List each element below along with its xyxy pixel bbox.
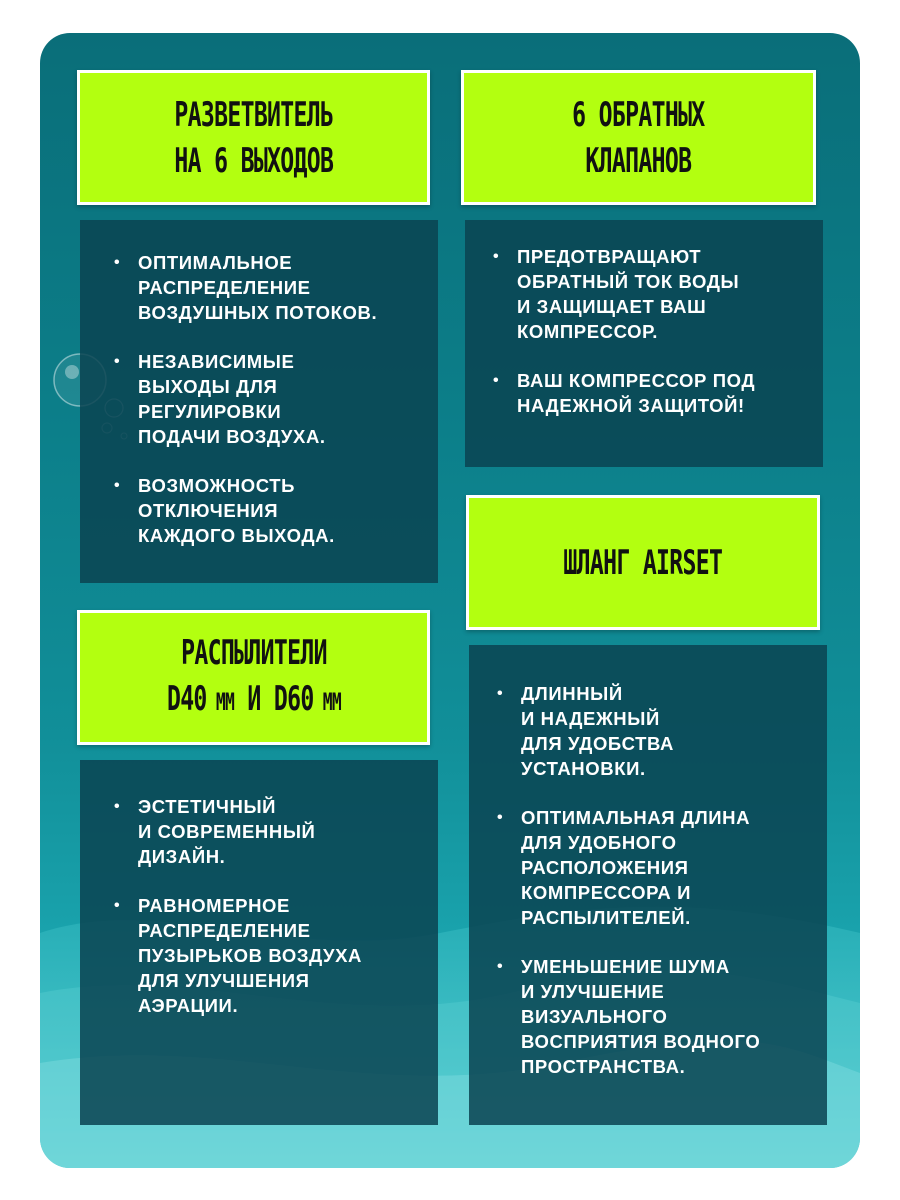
splitter-bullet-list <box>112 250 422 548</box>
splitter-info-box <box>80 220 438 583</box>
hose-bullet-list <box>495 681 815 1079</box>
sprayers-title-line2 <box>166 676 340 725</box>
valves-bullet: • ВАШ КОМПРЕССОР ПОД НАДЕЖНОЙ ЗАЩИТОЙ! <box>491 368 811 418</box>
sprayers-unit-mm: ММ <box>322 688 341 716</box>
sprayers-size-d60: И D60 <box>246 679 314 719</box>
splitter-bullet: • ВОЗМОЖНОСТЬ ОТКЛЮЧЕНИЯ КАЖДОГО ВЫХОДА. <box>112 473 422 548</box>
splitter-bullet: • ОПТИМАЛЬНОЕ РАСПРЕДЕЛЕНИЕ ВОЗДУШНЫХ ПОТОКОВ. <box>112 250 422 325</box>
sprayers-bullet: • ЭСТЕТИЧНЫЙ И СОВРЕМЕННЫЙ ДИЗАЙН. <box>112 794 426 869</box>
sprayers-unit-mm: ММ <box>215 688 234 716</box>
hose-bullet: • УМЕНЬШЕНИЕ ШУМА И УЛУЧШЕНИЕ ВИЗУАЛЬНОГО ВОСПРИЯТИЯ ВОДНОГО ПРОСТРАНСТВА. <box>495 954 815 1079</box>
valves-title-box <box>461 70 816 205</box>
sprayers-title-line1: РАСПЫЛИТЕЛИ <box>180 633 327 673</box>
sprayers-size-d40: D40 <box>166 679 207 719</box>
valves-title-line1: 6 ОБРАТНЫХ <box>572 94 705 135</box>
splitter-title-line2: НА 6 ВЫХОДОВ <box>174 140 333 181</box>
hose-bullet: • ДЛИННЫЙ И НАДЕЖНЫЙ ДЛЯ УДОБСТВА УСТАНОВКИ. <box>495 681 815 781</box>
hose-info-box <box>469 645 827 1125</box>
splitter-title-line1: РАЗВЕТВИТЕЛЬ <box>174 94 333 135</box>
sprayers-info-box <box>80 760 438 1125</box>
splitter-title-box <box>77 70 430 205</box>
sprayers-bullet: • РАВНОМЕРНОЕ РАСПРЕДЕЛЕНИЕ ПУЗЫРЬКОВ ВОЗДУХА ДЛЯ УЛУЧШЕНИЯ АЭРАЦИИ. <box>112 893 426 1018</box>
splitter-bullet: • НЕЗАВИСИМЫЕ ВЫХОДЫ ДЛЯ РЕГУЛИРОВКИ ПОДАЧИ ВОЗДУХА. <box>112 349 422 449</box>
valves-info-box <box>465 220 823 467</box>
valves-bullet: • ПРЕДОТВРАЩАЮТ ОБРАТНЫЙ ТОК ВОДЫ И ЗАЩИЩАЕТ ВАШ КОМПРЕССОР. <box>491 244 811 344</box>
hose-title-box <box>466 495 820 630</box>
valves-title-line2: КЛАПАНОВ <box>585 140 692 181</box>
sprayers-bullet-list <box>112 794 426 1018</box>
sprayers-title-box <box>77 610 430 745</box>
valves-bullet-list <box>491 244 811 418</box>
hose-title: ШЛАНГ AIRSET <box>563 542 723 583</box>
hose-bullet: • ОПТИМАЛЬНАЯ ДЛИНА ДЛЯ УДОБНОГО РАСПОЛОЖЕНИЯ КОМПРЕССОРА И РАСПЫЛИТЕЛЕЙ. <box>495 805 815 930</box>
